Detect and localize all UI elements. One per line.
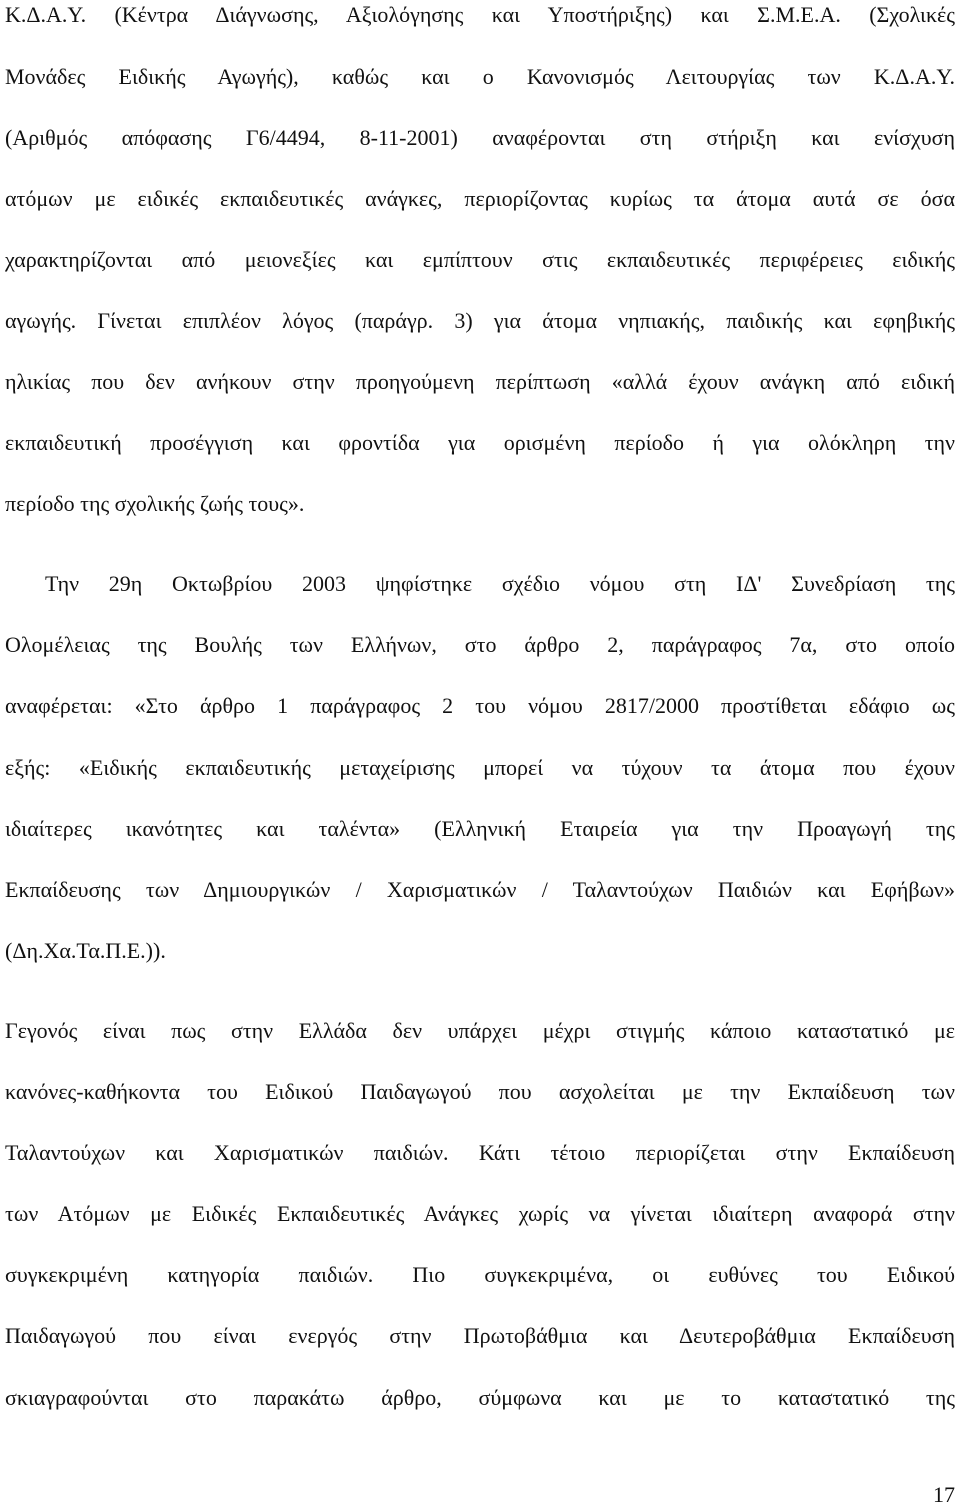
text-line: συγκεκριμένη κατηγορία παιδιών. Πιο συγκεκριμένα, οι ευθύνες του Ειδικού [5,1262,955,1287]
text-line: Ολομέλειας της Βουλής των Ελλήνων, στο άρθρο 2, παράγραφος 7α, στο οποίο [5,632,955,657]
text-line: Ταλαντούχων και Χαρισματικών παιδιών. Κάτι τέτοιο περιορίζεται στην Εκπαίδευση [5,1140,955,1165]
text-line: (Αριθμός απόφασης Γ6/4494, 8-11-2001) αναφέρονται στη στήριξη και ενίσχυση [5,125,955,150]
text-line: ιδιαίτερες ικανότητες και ταλέντα» (Ελληνική Εταιρεία για την Προαγωγή της [5,816,955,841]
text-line: ηλικίας που δεν ανήκουν στην προηγούμενη περίπτωση «αλλά έχουν ανάγκη από ειδική [5,369,955,394]
text-line: εξής: «Ειδικής εκπαιδευτικής μεταχείρισης μπορεί να τύχουν τα άτομα που έχουν [5,755,955,780]
text-line: των Ατόμων με Ειδικές Εκπαιδευτικές Ανάγκες χωρίς να γίνεται ιδιαίτερη αναφορά στην [5,1201,955,1226]
text-line: (Δη.Χα.Τα.Π.Ε.)). [5,938,166,963]
text-line: εκπαιδευτική προσέγγιση και φροντίδα για ορισμένη περίοδο ή για ολόκληρη την [5,430,955,455]
text-line: αναφέρεται: «Στο άρθρο 1 παράγραφος 2 του νόμου 2817/2000 προστίθεται εδάφιο ως [5,693,955,718]
text-line: ατόμων με ειδικές εκπαιδευτικές ανάγκες, περιορίζοντας κυρίως τα άτομα αυτά σε όσα [5,186,955,211]
text-line: Εκπαίδευσης των Δημιουργικών / Χαρισματικών / Ταλαντούχων Παιδιών και Εφήβων» [5,877,955,902]
page-number: 17 [933,1482,955,1507]
text-line: χαρακτηρίζονται από μειονεξίες και εμπίπτουν στις εκπαιδευτικές περιφέρειες ειδικής [5,247,955,272]
text-line: περίοδο της σχολικής ζωής τους». [5,491,305,516]
text-line: αγωγής. Γίνεται επιπλέον λόγος (παράγρ. 3) για άτομα νηπιακής, παιδικής και εφηβικής [5,308,955,333]
text-line: Γεγονός είναι πως στην Ελλάδα δεν υπάρχει μέχρι στιγμής κάποιο καταστατικό με [5,1018,955,1043]
text-line: Μονάδες Ειδικής Αγωγής), καθώς και ο Κανονισμός Λειτουργίας των Κ.Δ.Α.Υ. [5,64,955,89]
text-line: Κ.Δ.Α.Υ. (Κέντρα Διάγνωσης, Αξιολόγησης και Υποστήριξης) και Σ.Μ.Ε.Α. (Σχολικές [5,2,955,27]
text-line: Παιδαγωγού που είναι ενεργός στην Πρωτοβάθμια και Δευτεροβάθμια Εκπαίδευση [5,1323,955,1348]
text-line: κανόνες-καθήκοντα του Ειδικού Παιδαγωγού που ασχολείται με την Εκπαίδευση των [5,1079,955,1104]
text-line: Την 29η Οκτωβρίου 2003 ψηφίστηκε σχέδιο νόμου στη ΙΔ' Συνεδρίαση της [45,571,955,596]
text-line: σκιαγραφούνται στο παρακάτω άρθρο, σύμφωνα και με το καταστατικό της [5,1385,955,1410]
